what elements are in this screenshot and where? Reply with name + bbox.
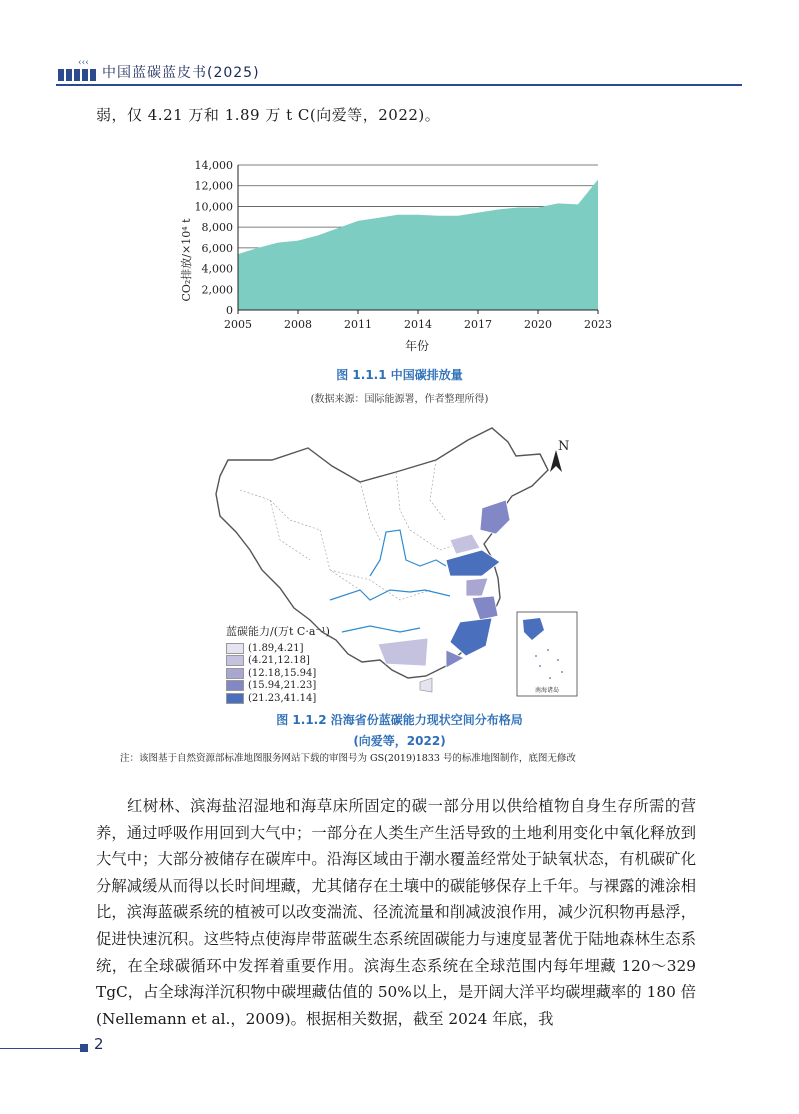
map-note: 注：该图基于自然资源部标准地图服务网站下载的审图号为 GS(2019)1833 号的标准地图制作，底图无修改: [120, 753, 576, 764]
x-tick-label: 2011: [344, 318, 372, 331]
x-tick-label: 2020: [524, 318, 552, 331]
figure-2-citation: (向爱等，2022): [353, 734, 446, 748]
legend-item: [226, 667, 330, 680]
legend-swatch: [226, 643, 244, 654]
footer-rule: [0, 1048, 88, 1049]
y-tick-label: 8,000: [201, 221, 233, 235]
y-tick-label: 6,000: [201, 241, 233, 255]
x-tick-label: 2023: [584, 318, 612, 331]
svg-text:‹‹‹: ‹‹‹: [78, 58, 89, 68]
x-tick-label: 2014: [404, 318, 432, 331]
legend-label: (4.21,12.18]: [248, 655, 310, 667]
body-paragraph: 红树林、滨海盐沼湿地和海草床所固定的碳一部分用以供给植物自身生存所需的营养，通过呼吸作用回到大气中；一部分在人类生产生活导致的土地利用变化中氧化释放到大气中；大部分被储存在碳库中。沿海区域由于潮水覆盖经常处于缺氧状态，有机碳矿化分解减缓从而得以长时间埋藏，尤其储存在土壤中的碳能够保存上千年。与裸露的滩涂相比，滨海蓝碳系统的植被可以改变湍流、径流流量和削减波浪作用，减少沉积物再悬浮，促进快速沉积。这些特点使海岸带蓝碳生态系统固碳能力与速度显著优于陆地森林生态系统，在全球碳循环中发挥着重要作用。滨海生态系统在全球范围内每年埋藏 120～329 TgC，占全球海洋沉积物中碳埋藏估值的 50%以上，是开阔大洋平均碳埋藏率的 180 倍(Nellemann et al.，2009)。根据相关数据，截至 2024 年底，我: [96, 797, 696, 1028]
legend-swatch: [226, 668, 244, 679]
legend-item: [226, 692, 330, 705]
y-axis-label: CO₂排放/×10⁴ t: [180, 218, 193, 302]
running-header-title: 中国蓝碳蓝皮书(2025): [102, 65, 260, 81]
legend-label: (12.18,15.94]: [248, 667, 317, 679]
x-tick-label: 2008: [284, 318, 312, 331]
legend-item: [226, 680, 330, 693]
intro-text: 弱，仅 4.21 万和 1.89 万 t C(向爱等，2022)。: [96, 106, 441, 124]
legend-label: (21.23,41.14]: [248, 692, 317, 704]
y-tick-label: 2,000: [201, 283, 233, 297]
legend-label: (1.89,4.21]: [248, 642, 304, 654]
x-tick-label: 2017: [464, 318, 492, 331]
figure-1-caption: 图 1.1.1 中国碳排放量: [336, 368, 463, 382]
legend-title: 蓝碳能力/(万t C·a⁻¹): [226, 625, 330, 638]
page-number: 2: [94, 1035, 104, 1053]
y-tick-label: 12,000: [194, 179, 233, 193]
legend-item: [226, 642, 330, 655]
legend-item: [226, 655, 330, 668]
y-tick-labels: [195, 159, 234, 317]
figure-1-source: (数据来源：国际能源署，作者整理所得): [310, 394, 489, 405]
x-axis-label: 年份: [404, 339, 430, 353]
legend-swatch: [226, 693, 244, 704]
north-label: N: [558, 439, 570, 454]
legend-swatch: [226, 655, 244, 666]
header-rule: [56, 84, 742, 86]
footer-square-icon: [80, 1044, 88, 1052]
map-legend: [226, 623, 330, 705]
figure-2-caption: 图 1.1.2 沿海省份蓝碳能力现状空间分布格局: [276, 713, 523, 727]
y-tick-label: 14,000: [194, 159, 233, 172]
emission-area-series: [238, 180, 598, 311]
header-logo-icon: [56, 57, 100, 83]
y-tick-label: 4,000: [201, 262, 233, 276]
map-north-arrow: [550, 439, 569, 472]
y-tick-label: 0: [226, 304, 233, 317]
legend-swatch: [226, 680, 244, 691]
x-tick-label: 2005: [224, 318, 252, 331]
legend-label: (15.94,21.23]: [248, 680, 317, 692]
x-tick-labels: [224, 310, 612, 331]
emission-area-chart: [170, 150, 620, 355]
y-tick-label: 10,000: [194, 200, 233, 214]
inset-label: 南海诸岛: [534, 687, 560, 694]
south-china-sea-inset: [517, 612, 577, 696]
